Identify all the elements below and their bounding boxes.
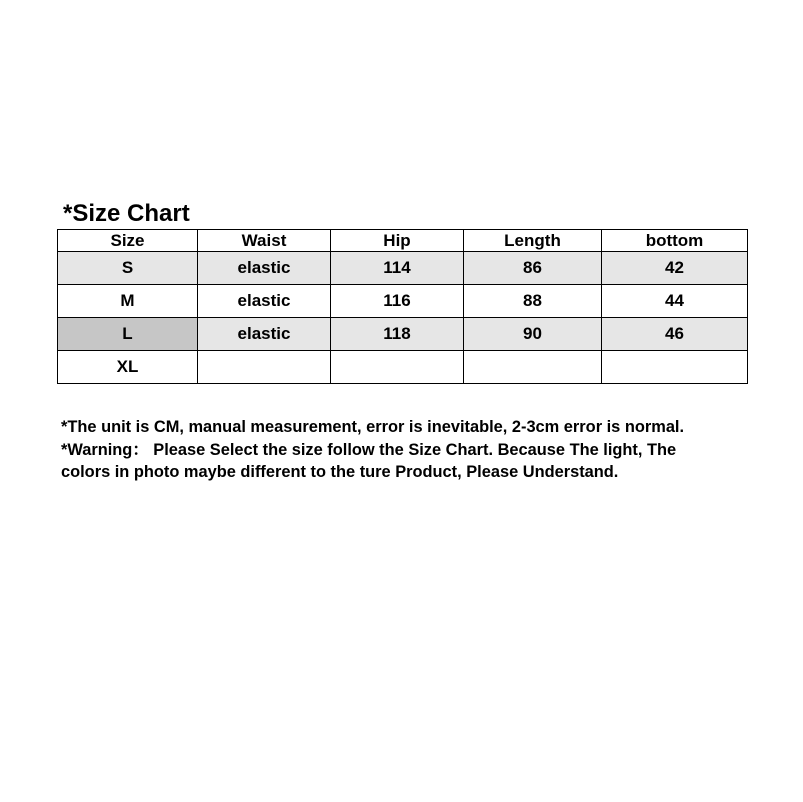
cell-length: 90: [464, 318, 602, 351]
page-title: *Size Chart: [63, 200, 190, 227]
cell-waist: elastic: [198, 285, 331, 318]
note-warning-cont: colors in photo maybe different to the ture Product, Please Understand.: [61, 463, 619, 481]
header-length: Length: [464, 230, 602, 252]
header-waist: Waist: [198, 230, 331, 252]
size-chart-table: [57, 229, 748, 384]
cell-bottom: 42: [602, 252, 748, 285]
note-unit: *The unit is CM, manual measurement, error is inevitable, 2-3cm error is normal.: [61, 418, 685, 436]
cell-length: 86: [464, 252, 602, 285]
cell-bottom: 44: [602, 285, 748, 318]
cell-length: 88: [464, 285, 602, 318]
notes: [61, 416, 761, 484]
cell-waist: elastic: [198, 252, 331, 285]
cell-hip: 116: [331, 285, 464, 318]
cell-waist: [198, 351, 331, 384]
header-size: Size: [58, 230, 198, 252]
cell-hip: [331, 351, 464, 384]
table-row: [58, 285, 748, 318]
cell-bottom: [602, 351, 748, 384]
table-row: [58, 252, 748, 285]
cell-waist: elastic: [198, 318, 331, 351]
cell-size: S: [58, 252, 198, 285]
note-warning: *Warning： Please Select the size follow the Size Chart. Because The light, The: [61, 440, 677, 459]
cell-size: XL: [58, 351, 198, 384]
cell-length: [464, 351, 602, 384]
table-header-row: [58, 230, 748, 252]
cell-size: M: [58, 285, 198, 318]
cell-size: L: [58, 318, 198, 351]
table-row: [58, 351, 748, 384]
cell-hip: 114: [331, 252, 464, 285]
table-row: [58, 318, 748, 351]
cell-bottom: 46: [602, 318, 748, 351]
header-bottom: bottom: [602, 230, 748, 252]
cell-hip: 118: [331, 318, 464, 351]
header-hip: Hip: [331, 230, 464, 252]
